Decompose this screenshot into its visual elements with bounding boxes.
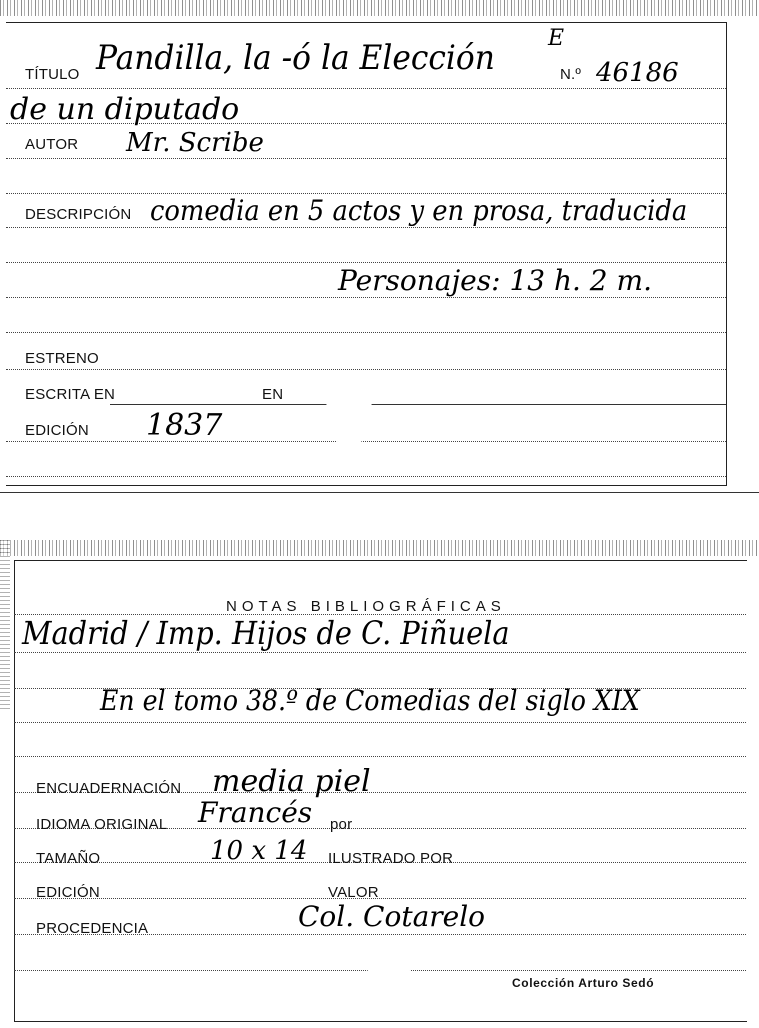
ilustrado-label: ILUSTRADO POR	[328, 850, 454, 867]
punch-hole	[364, 940, 414, 980]
en-label: EN	[262, 386, 284, 403]
escrita-en-label: ESCRITA EN	[25, 386, 116, 403]
ruled-line	[6, 441, 726, 442]
ruled-line	[14, 898, 746, 899]
collection-credit: Colección Arturo Sedó	[512, 976, 655, 990]
catalog-card-back	[0, 540, 759, 1028]
scan-separator	[0, 492, 759, 493]
ruled-line	[6, 476, 726, 477]
idioma-label: IDIOMA ORIGINAL	[36, 816, 168, 833]
card-torn-edge	[0, 540, 759, 556]
punch-hole	[325, 384, 373, 446]
descripcion-value: comedia en 5 actos y en prosa, traducida	[150, 194, 688, 227]
ruled-line	[6, 297, 726, 298]
idioma-value: Francés	[198, 796, 313, 829]
estreno-label: ESTRENO	[25, 350, 99, 367]
ruled-line	[6, 227, 726, 228]
ruled-line	[14, 652, 746, 653]
numero-value: 46186	[596, 58, 679, 88]
numero-label: N.º	[560, 66, 582, 83]
tamano-label: TAMAÑO	[36, 850, 101, 867]
valor-label: VALOR	[328, 884, 379, 901]
tamano-value: 10 x 14	[210, 836, 308, 866]
card-torn-edge-left	[0, 540, 10, 710]
ruled-line	[110, 404, 726, 405]
edicion-value: 1837	[146, 408, 223, 443]
ruled-line	[6, 332, 726, 333]
ruled-line	[14, 756, 746, 757]
ruled-line	[14, 722, 746, 723]
autor-value: Mr. Scribe	[126, 128, 264, 158]
procedencia-value: Col. Cotarelo	[298, 900, 486, 933]
ruled-line	[6, 369, 726, 370]
personajes-value: Personajes: 13 h. 2 m.	[338, 264, 652, 297]
ruled-line	[6, 158, 726, 159]
numero-mark: E	[548, 26, 565, 51]
titulo-value: Pandilla, la -ó la Elección	[96, 38, 495, 78]
ruled-line	[6, 88, 726, 89]
titulo-label: TÍTULO	[25, 66, 80, 83]
notas-line-2: En el tomo 38.º de Comedias del siglo XIX	[100, 684, 640, 717]
encuadernacion-label: ENCUADERNACIÓN	[36, 780, 182, 797]
descripcion-label: DESCRIPCIÓN	[25, 206, 132, 223]
titulo-value-continued: de un diputado	[10, 92, 240, 127]
por-label: por	[330, 816, 353, 833]
notas-title: NOTAS BIBLIOGRÁFICAS	[226, 598, 506, 615]
notas-line-1: Madrid / Imp. Hijos de C. Piñuela	[22, 614, 510, 652]
catalog-card-front	[0, 0, 759, 492]
card-torn-edge	[0, 0, 759, 16]
procedencia-label: PROCEDENCIA	[36, 920, 149, 937]
ruled-line	[6, 262, 726, 263]
encuadernacion-value: media piel	[212, 764, 371, 799]
autor-label: AUTOR	[25, 136, 79, 153]
edicion-label-back: EDICIÓN	[36, 884, 100, 901]
edicion-label: EDICIÓN	[25, 422, 89, 439]
